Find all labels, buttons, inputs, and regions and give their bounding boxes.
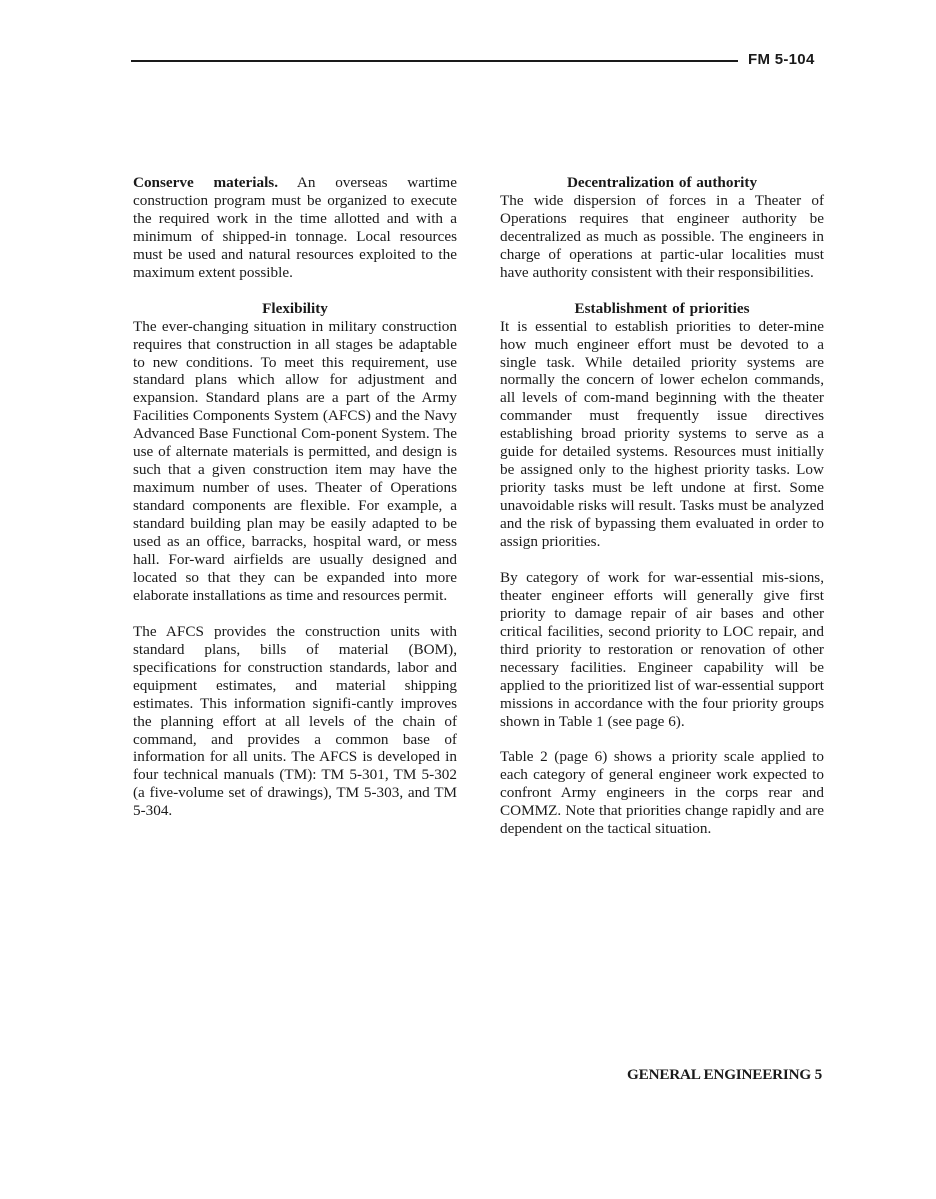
flexibility-paragraph-2: The AFCS provides the construction units with standard plans, bills of material (BOM), specifications for construction standards, labor and equipment estimates, and material shipping estimates. This information signifi-cantly improves the planning effort at all levels of the chain of command, and provides a common base of information for all units. The AFCS is developed in four technical manuals (TM): TM 5-301, TM 5-302 (a five-volume set of drawings), TM 5-303, and TM 5-304. [133,622,457,820]
header-rule [131,60,738,62]
flexibility-heading: Flexibility [262,299,328,317]
priorities-paragraph-2: By category of work for war-essential mis-sions, theater engineer efforts will generally give first priority to damage repair of air bases and other critical facilities, second priority to LOC repair, and third priority to restoration or renovation of other necessary facilities. Engineer capability will be applied to the prioritized list of war-essential support missions in accordance with the four priority groups shown in Table 1 (see page 6). [500,568,824,730]
decentralization-paragraph: The wide dispersion of forces in a Theater of Operations requires that engineer authority be decentralized as much as possible. The engineers in charge of operations at partic-ular localities must have authority consistent with their responsibilities. [500,191,824,281]
conserve-materials-paragraph [133,174,457,282]
manual-id: FM 5-104 [748,51,815,68]
page-footer: GENERAL ENGINEERING 5 [627,1066,822,1083]
left-column [133,174,457,820]
decentralization-heading: Decentralization of authority [566,174,758,191]
flexibility-paragraph-1: The ever-changing situation in military construction requires that construction in all stages be adaptable to new conditions. To meet this requirement, use standard plans which allow for adjustment and expansion. Standard plans are a part of the Army Facilities Components System (AFCS) and the Navy Advanced Base Functional Com-ponent System. The use of alternate materials is permitted, and design is such that a given construction item may have the maximum number of uses. Theater of Operations standard components are flexible. For example, a standard building plan may be easily adapted to be used as an office, barracks, hospital ward, or mess hall. For-ward airfields are usually designed and located so that they can be expanded into more elaborate installations as time and resources permit. [133,317,457,604]
conserve-materials-lead: Conserve materials. [133,174,278,191]
right-column [500,174,824,838]
priorities-paragraph-1: It is essential to establish priorities to deter-mine how much engineer effort must be devoted to a single task. While detailed priority systems are normally the concern of lower echelon commands, all levels of com-mand beginning with the theater commander must frequently issue directives establishing broad priority systems to serve as a guide for detailed systems. Resources must initially be assigned only to the highest priority tasks. Low priority tasks must be left undone at first. Some unavoidable risks will result. Tasks must be analyzed and the risk of bypassing them evaluated in order to assign priorities. [500,317,824,551]
priorities-paragraph-3: Table 2 (page 6) shows a priority scale applied to each category of general engineer work expected to confront Army engineers in the corps rear and COMMZ. Note that priorities change rapidly and are dependent on the tactical situation. [500,748,824,838]
priorities-heading: Establishment of priorities [574,299,750,317]
conserve-materials-text: An overseas wartime construction program must be organized to execute the required work in the time allotted and with a minimum of shipped-in tonnage. Local resources must be used and natural resources exploited to the maximum extent possible. [133,174,457,281]
